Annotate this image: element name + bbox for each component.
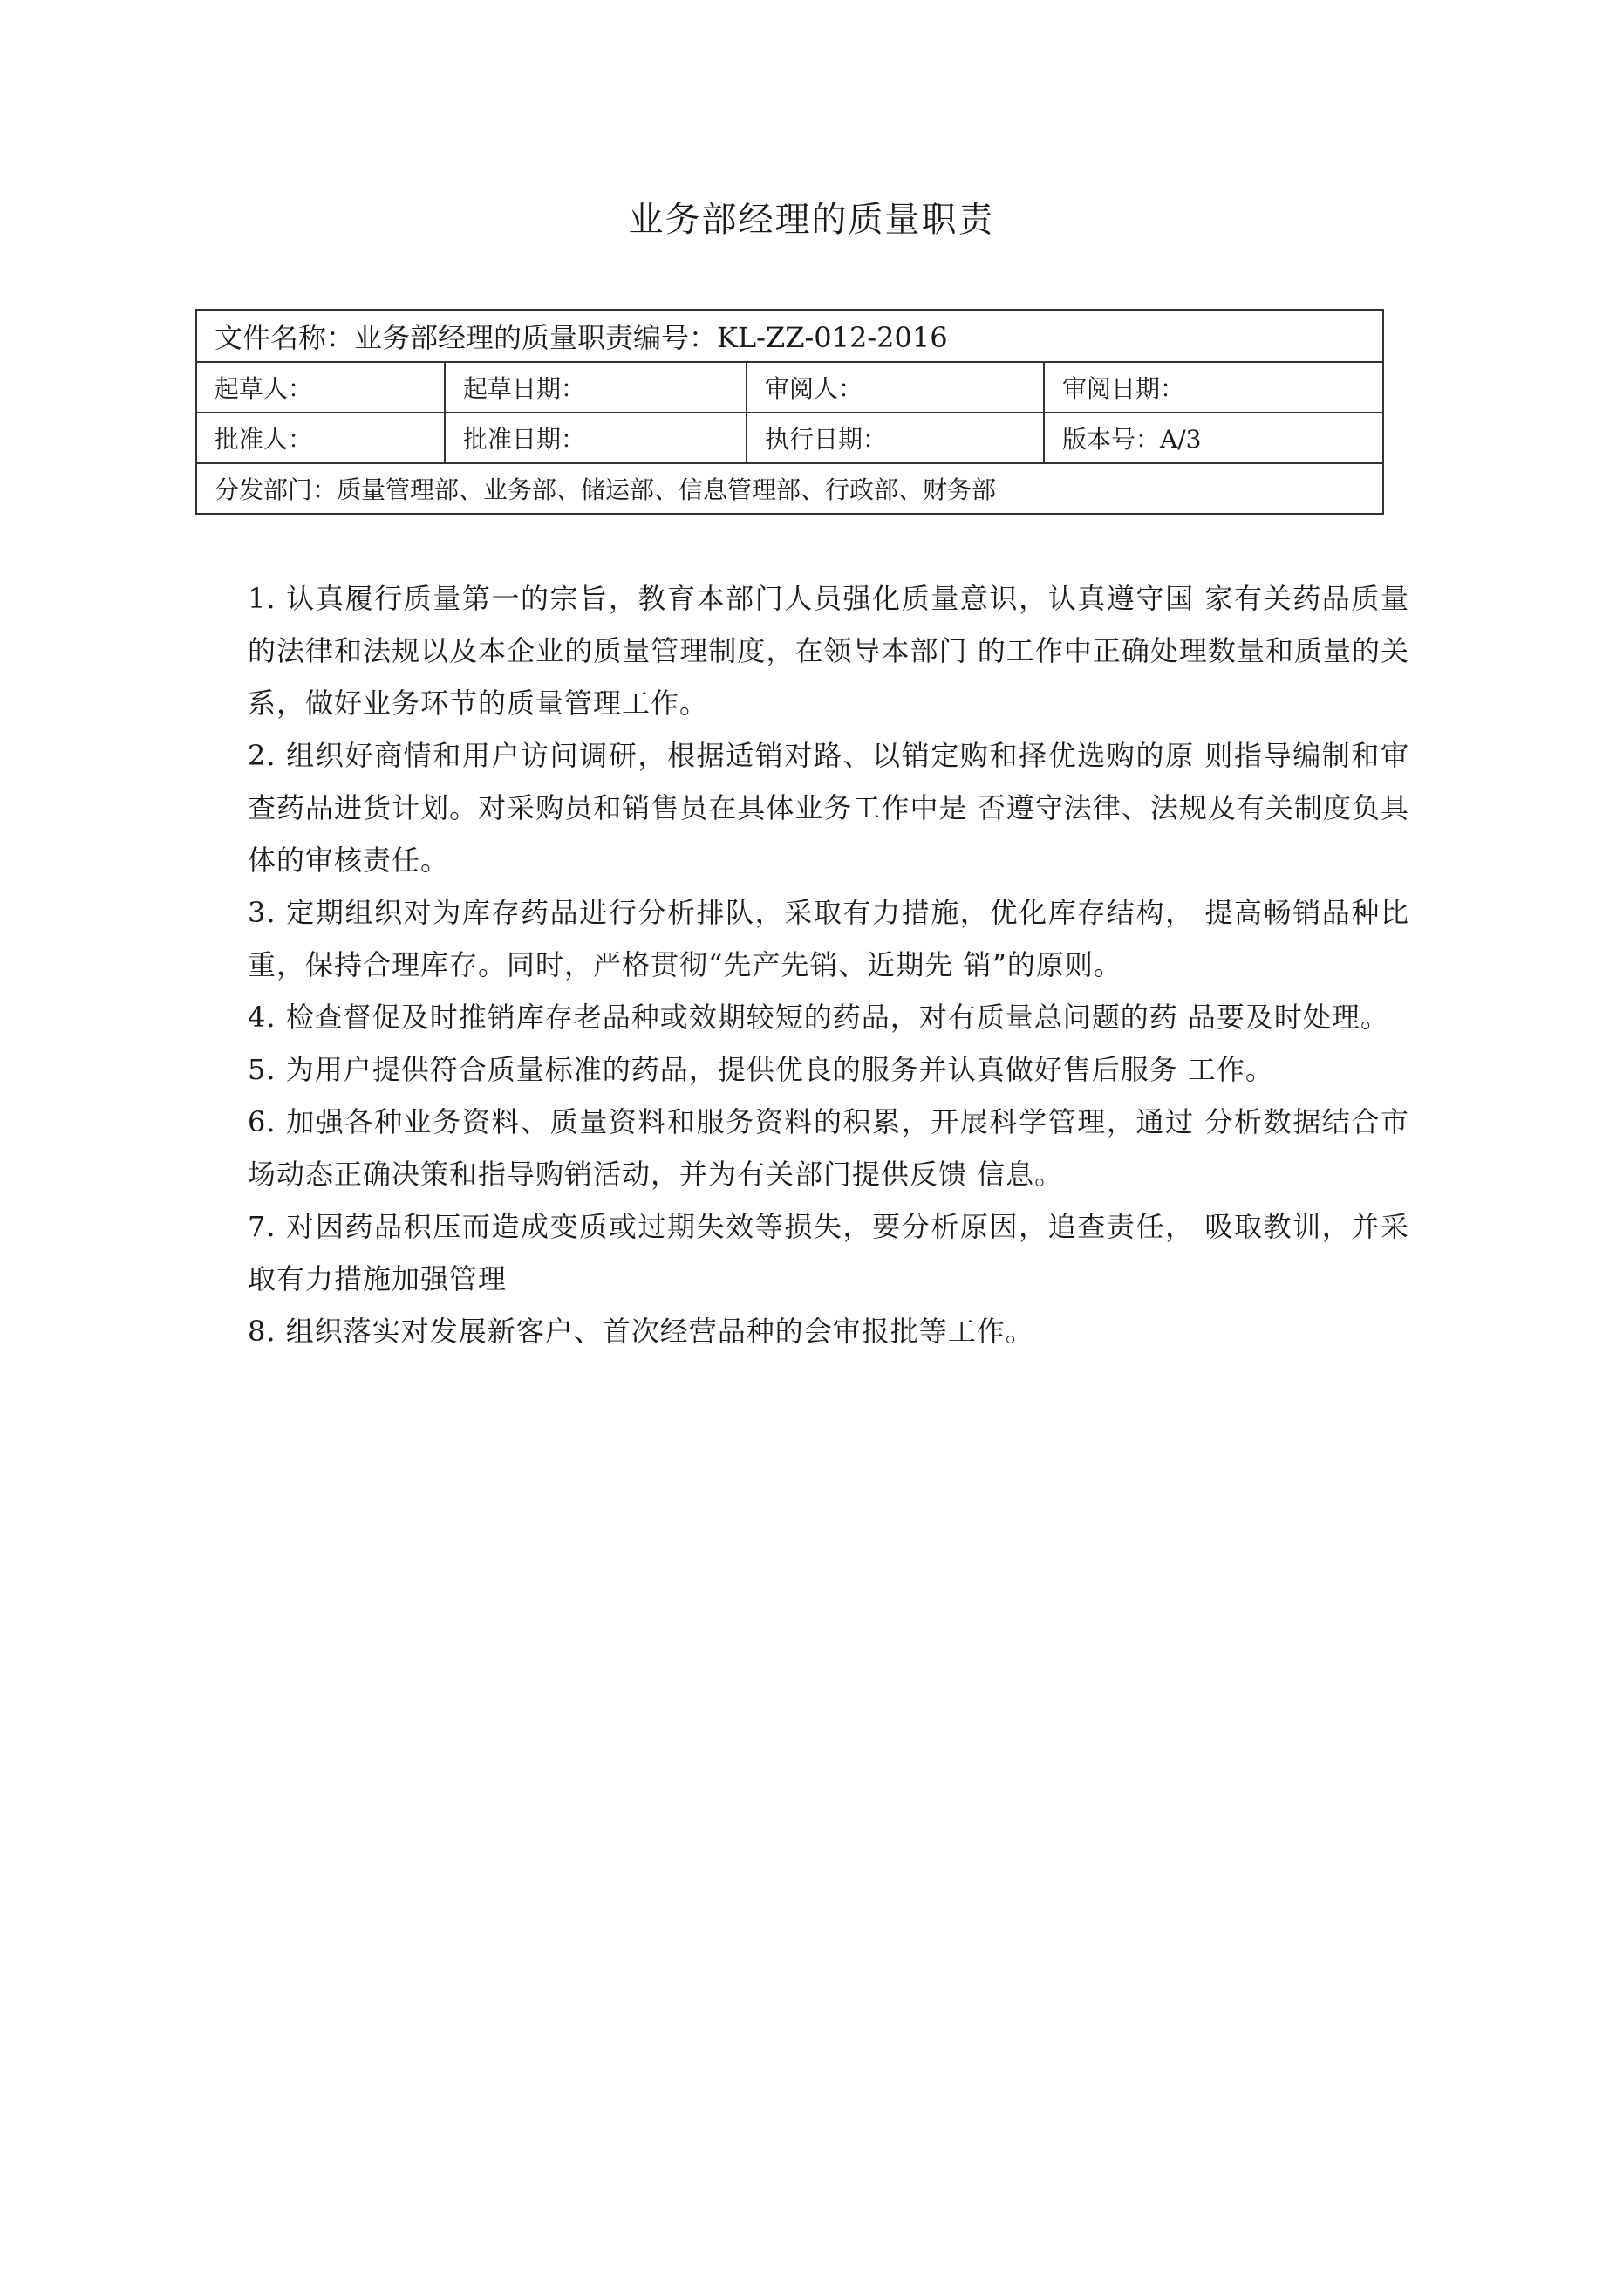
duty-item-8: 8. 组织落实对发展新客户、首次经营品种的会审报批等工作。: [248, 1315, 1034, 1348]
table-row: [196, 310, 1383, 362]
draft-date-cell: 起草日期：: [445, 362, 747, 413]
duty-item-3: 3. 定期组织对为库存药品进行分析排队，采取有力措施，优化库存结构， 提高畅销品种比重，保持合理库存。同时，严格贯彻“先产先销、近期先 销”的原则。: [248, 896, 1409, 981]
duty-item-7: 7. 对因药品积压而造成变质或过期失效等损失，要分析原因，追查责任， 吸取教训，并采取有力措施加强管理: [248, 1210, 1409, 1295]
duty-item-6: 6. 加强各种业务资料、质量资料和服务资料的积累，开展科学管理，通过 分析数据结合市场动态正确决策和指导购销活动，并为有关部门提供反馈 信息。: [248, 1105, 1409, 1191]
table-row: [196, 463, 1383, 514]
reviewer-cell: 审阅人：: [747, 362, 1044, 413]
document-info-table: [195, 309, 1384, 515]
approver-cell: 批准人：: [196, 413, 445, 463]
duty-item-2: 2. 组织好商情和用户访问调研，根据适销对路、以销定购和择优选购的原 则指导编制和审查药品进货计划。对采购员和销售员在具体业务工作中是 否遵守法律、法规及有关制度负具体的审核责任。: [248, 739, 1409, 877]
table-row: [196, 413, 1383, 463]
duty-item-5: 5. 为用户提供符合质量标准的药品，提供优良的服务并认真做好售后服务 工作。: [248, 1053, 1274, 1086]
duty-item-4: 4. 检查督促及时推销库存老品种或效期较短的药品，对有质量总问题的药 品要及时处理。: [248, 1001, 1389, 1034]
review-date-cell: 审阅日期：: [1044, 362, 1383, 413]
duty-item-1: 1. 认真履行质量第一的宗旨，教育本部门人员强化质量意识，认真遵守国 家有关药品质量的法律和法规以及本企业的质量管理制度，在领导本部门 的工作中正确处理数量和质量的关系，做好业务环节的质量管理工作。: [248, 582, 1409, 720]
drafter-cell: 起草人：: [196, 362, 445, 413]
version-cell: 版本号：A/3: [1044, 413, 1383, 463]
approve-date-cell: 批准日期：: [445, 413, 747, 463]
distribution-cell: 分发部门：质量管理部、业务部、储运部、信息管理部、行政部、财务部: [196, 463, 1383, 514]
table-row: [196, 362, 1383, 413]
duties-list: [248, 572, 1409, 1357]
file-name-cell: 文件名称：业务部经理的质量职责编号：KL-ZZ-012-2016: [196, 310, 1383, 362]
page-title: 业务部经理的质量职责: [628, 200, 995, 240]
execute-date-cell: 执行日期：: [747, 413, 1044, 463]
